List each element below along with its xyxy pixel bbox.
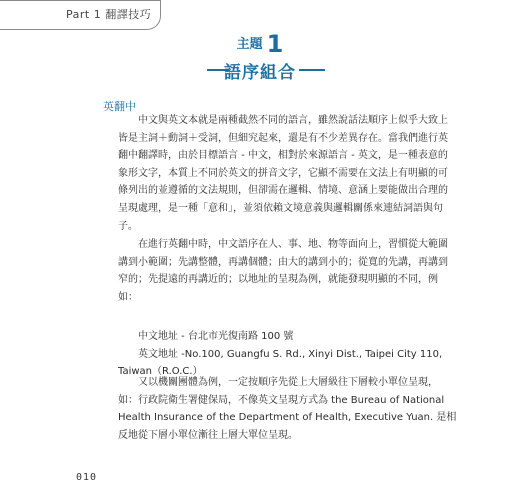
- paragraph-line: 條列出的並遵循的文法規則，但卻需在邏輯、情境、意涵上要能做出合理的: [118, 185, 448, 197]
- paragraph-line: 在進行英翻中時，中文語序在人、事、地、物等面向上，習慣從大範圍: [138, 239, 448, 250]
- paragraph-line: Health Insurance of the Department of Health, Executive Yuan. 是相: [118, 412, 457, 424]
- topic-label: [0, 30, 520, 58]
- address-en-line2: Taiwan（R.O.C.）: [118, 366, 203, 378]
- part-label: Part 1 翻譯技巧: [66, 8, 152, 21]
- paragraph-line: 如：行政院衛生署健保局，不像英文呈現方式為 the Bureau of National: [118, 394, 445, 406]
- topic-number: 1: [266, 30, 284, 58]
- paragraph-2: [118, 236, 448, 306]
- paragraph-line: 又以機關團體為例，一定按順序先從上大層級往下層較小單位呈現，: [138, 377, 438, 388]
- paragraph-line: 中文與英文本就是兩種截然不同的語言，雖然說話法順序上似乎大致上: [138, 115, 448, 126]
- chapter-title: 語序組合: [224, 63, 296, 83]
- page-number: 010: [76, 472, 98, 483]
- paragraph-line: 如：: [118, 291, 138, 303]
- address-zh: 中文地址 - 台北市光復南路 100 號: [138, 331, 294, 342]
- topic-word: 主題: [236, 37, 263, 52]
- address-example: [118, 328, 443, 381]
- paragraph-3: [118, 374, 457, 444]
- paragraph-line: 窄的；先提遠的再講近的；以地址的呈現為例，就能發現明顯的不同，例: [118, 274, 438, 286]
- paragraph-line: 皆是主詞＋動詞＋受詞，但細究起來，還是有不少差異存在。當我們進行英: [118, 132, 448, 144]
- paragraph-line: 講到小範圍；先講整體，再講個體；由大的講到小的；從寬的先講，再講到: [118, 256, 448, 268]
- paragraph-line: 呈現處理，是一種「意和」，並須依賴文境意義與邏輯關係來連結詞語與句: [118, 202, 443, 214]
- paragraph-line: 象形文字，本質上不同於英文的拼音文字，它顯不需要在文法上有明顯的可: [118, 167, 448, 179]
- paragraph-1: [118, 112, 448, 235]
- paragraph-line: 翻中翻譯時，由於目標語言 - 中文，相對於來源語言 - 英文，是一種表意的: [118, 150, 448, 162]
- section-heading: 英翻中: [103, 100, 136, 113]
- paragraph-line: 反地從下層小單位漸往上層大單位呈現。: [118, 429, 298, 441]
- paragraph-line: 子。: [118, 220, 138, 232]
- address-en-line1: 英文地址 -No.100, Guangfu S. Rd., Xinyi Dist., Taipei City 110,: [138, 348, 443, 360]
